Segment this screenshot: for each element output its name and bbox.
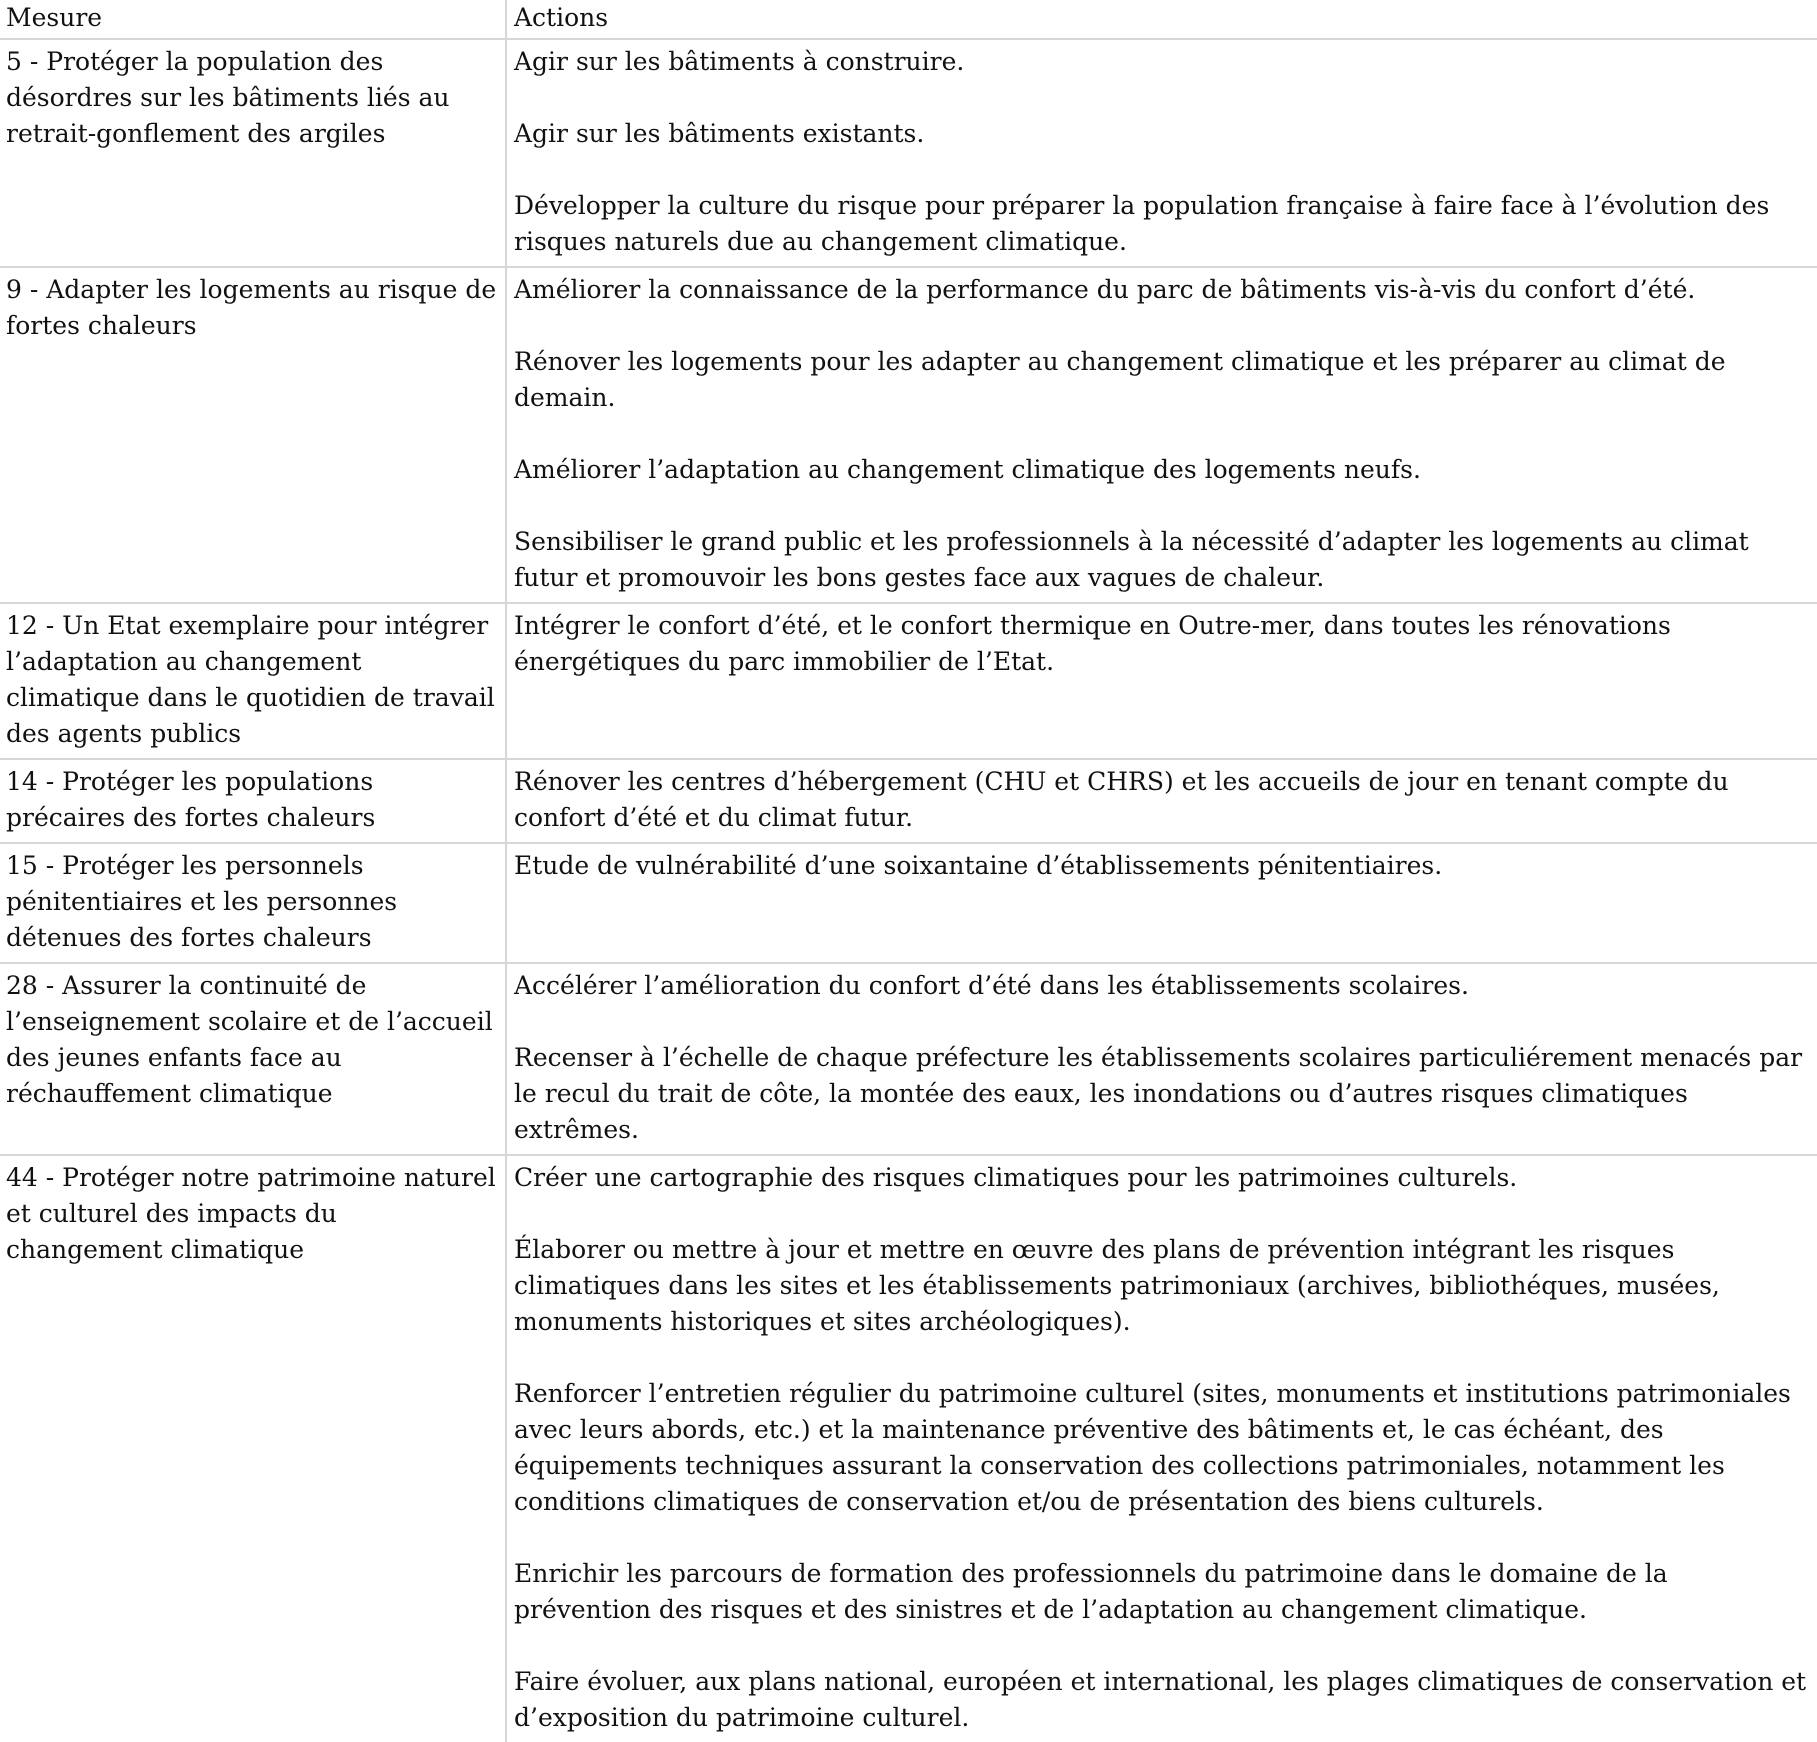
mesure-cell: 5 - Protéger la population des désordres sur les bâtiments liés au retrait-gonflement des argiles [0,39,506,267]
action-item: Faire évoluer, aux plans national, européen et international, les plages climatiques de conservation et d’exposition du patrimoine culturel. [514,1667,1807,1732]
action-item: Rénover les centres d’hébergement (CHU et CHRS) et les accueils de jour en tenant compte du confort d’été et du climat futur. [514,767,1729,832]
mesure-cell: 15 - Protéger les personnels pénitentiaires et les personnes détenues des fortes chaleurs [0,843,506,963]
action-item: Intégrer le confort d’été, et le confort thermique en Outre-mer, dans toutes les rénovations énergétiques du parc immobilier de l’Etat. [514,611,1671,676]
header-mesure: Mesure [0,0,506,39]
actions-cell [506,963,1817,1155]
action-item: Renforcer l’entretien régulier du patrimoine culturel (sites, monuments et institutions patrimoniales avec leurs abords, etc.) et la maintenance préventive des bâtiments et, le cas échéant, des équipements techniques assurant la conservation des collections patrimoniales, notamment les conditions climatiques de conservation et/ou de présentation des biens culturels. [514,1379,1791,1516]
header-row [0,0,1817,39]
table-row [0,603,1817,759]
action-item: Rénover les logements pour les adapter au changement climatique et les préparer au climat de demain. [514,347,1726,412]
table-row [0,843,1817,963]
action-item: Agir sur les bâtiments existants. [514,119,925,148]
action-item: Élaborer ou mettre à jour et mettre en œuvre des plans de prévention intégrant les risques climatiques dans les sites et les établissements patrimoniaux (archives, bibliothéques, musées, monuments historiques et sites archéologiques). [514,1235,1720,1336]
action-item: Sensibiliser le grand public et les professionnels à la nécessité d’adapter les logements au climat futur et promouvoir les bons gestes face aux vagues de chaleur. [514,527,1749,592]
mesure-cell: 12 - Un Etat exemplaire pour intégrer l’adaptation au changement climatique dans le quotidien de travail des agents publics [0,603,506,759]
mesure-cell: 9 - Adapter les logements au risque de fortes chaleurs [0,267,506,603]
header-actions: Actions [506,0,1817,39]
actions-cell [506,759,1817,843]
action-item: Améliorer l’adaptation au changement climatique des logements neufs. [514,455,1421,484]
mesure-cell: 14 - Protéger les populations précaires des fortes chaleurs [0,759,506,843]
table-row [0,759,1817,843]
table-header [0,0,1817,39]
actions-cell [506,843,1817,963]
table-row [0,963,1817,1155]
table-row [0,267,1817,603]
table-row [0,39,1817,267]
mesure-cell: 44 - Protéger notre patrimoine naturel et culturel des impacts du changement climatique [6,1163,496,1264]
action-item: Améliorer la connaissance de la performance du parc de bâtiments vis-à-vis du confort d’été. [514,275,1696,304]
action-item: Accélérer l’amélioration du confort d’été dans les établissements scolaires. [514,971,1469,1000]
actions-cell [506,267,1817,603]
action-item: Agir sur les bâtiments à construire. [514,47,965,76]
mesure-cell: 28 - Assurer la continuité de l’enseignement scolaire et de l’accueil des jeunes enfants face au réchauffement climatique [0,963,506,1155]
actions-cell [506,1155,1817,1742]
actions-cell [506,603,1817,759]
action-item: Développer la culture du risque pour préparer la population française à faire face à l’évolution des risques naturels due au changement climatique. [514,191,1770,256]
actions-cell [506,39,1817,267]
action-item: Enrichir les parcours de formation des professionnels du patrimoine dans le domaine de la prévention des risques et des sinistres et de l’adaptation au changement climatique. [514,1559,1668,1624]
action-item: Créer une cartographie des risques climatiques pour les patrimoines culturels. [514,1163,1518,1192]
action-item: Recenser à l’échelle de chaque préfecture les établissements scolaires particuliérement menacés par le recul du trait de côte, la montée des eaux, les inondations ou d’autres risques climatiques extrêmes. [514,1043,1803,1144]
table-body [0,39,1817,1742]
action-item: Etude de vulnérabilité d’une soixantaine d’établissements pénitentiaires. [514,851,1443,880]
table-row [0,1155,1817,1742]
